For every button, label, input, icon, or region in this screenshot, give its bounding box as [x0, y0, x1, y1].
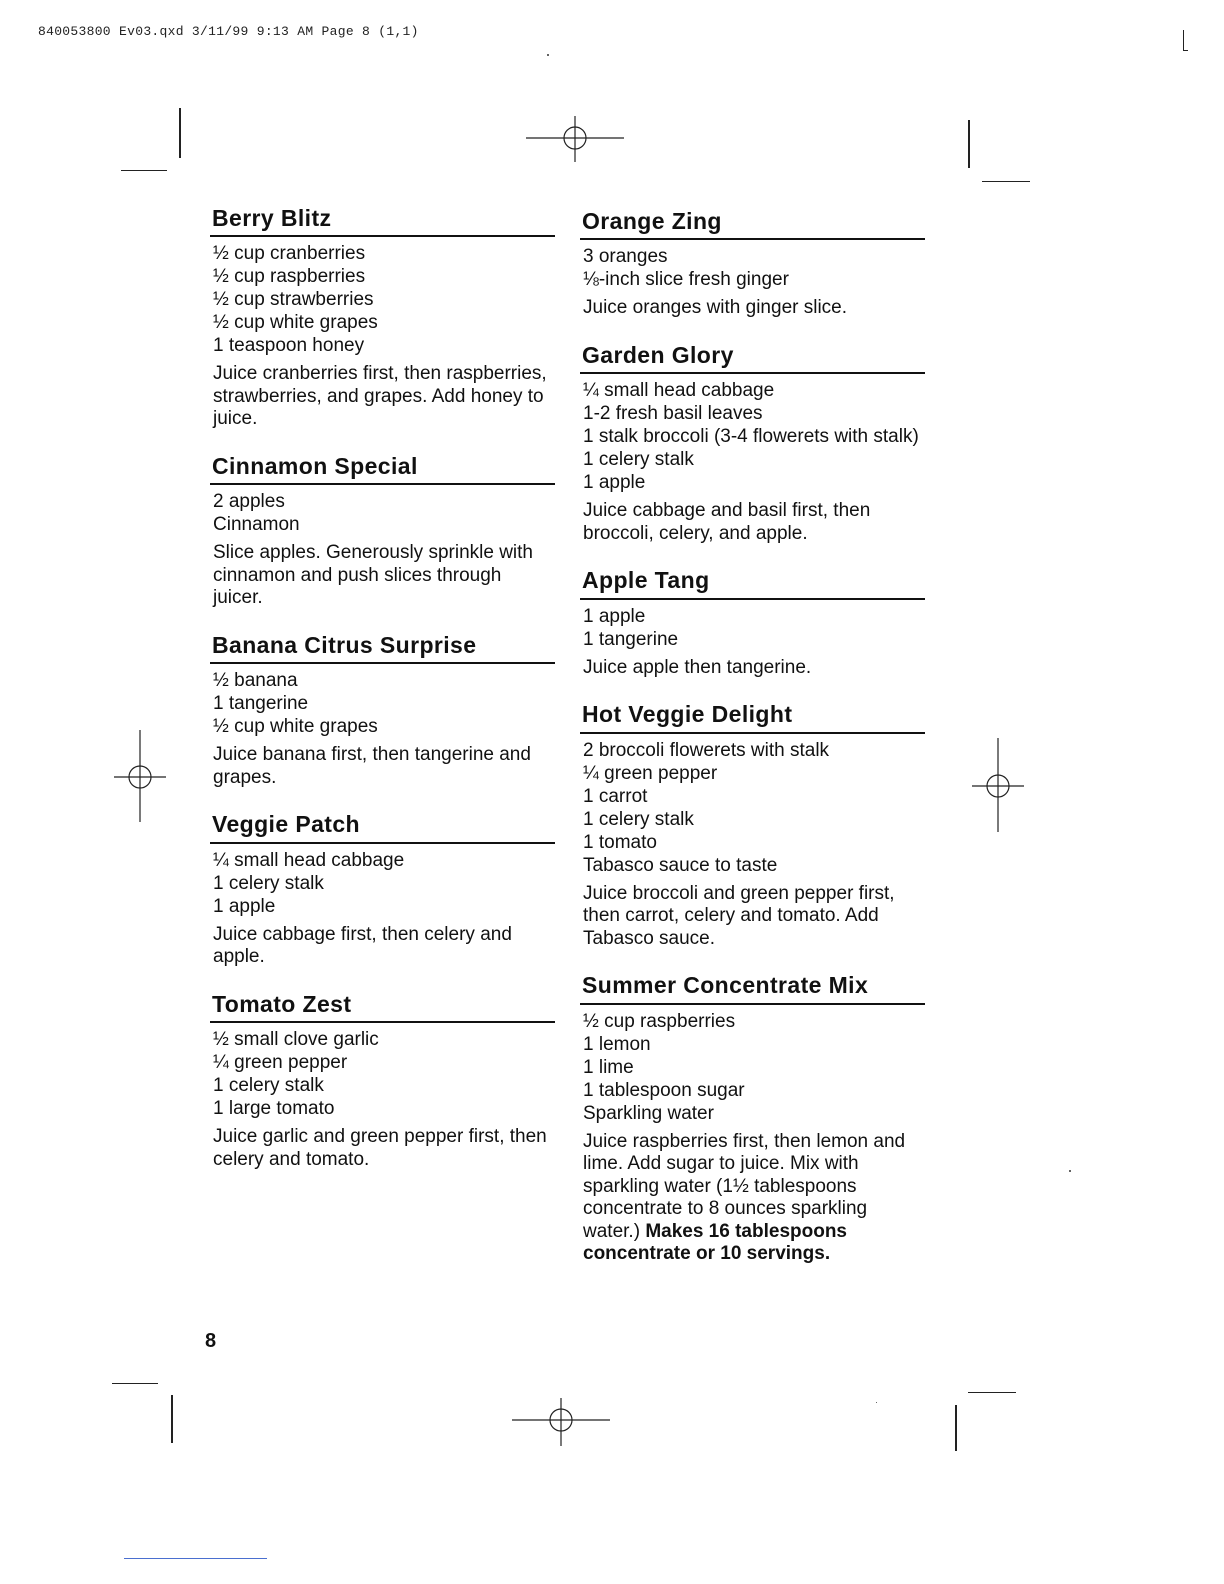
- recipe-directions: Slice apples. Generously sprinkle with cinnamon and push slices through juicer.: [213, 542, 533, 609]
- ingredient: 1 large tomato: [213, 1098, 335, 1120]
- ingredient: ⅛-inch slice fresh ginger: [583, 269, 789, 291]
- ingredient: 3 oranges: [583, 246, 668, 268]
- ingredient: 1 tablespoon sugar: [583, 1079, 745, 1101]
- ingredient: 1 tangerine: [213, 693, 309, 715]
- recipe-title: Hot Veggie Delight: [580, 701, 925, 733]
- recipe-directions: Juice cranberries first, then raspberries, strawberries, and grapes. Add honey to juice.: [213, 363, 547, 430]
- ingredient: ¼ green pepper: [213, 1052, 348, 1074]
- ingredient-list: [580, 739, 925, 877]
- page-number: 8: [205, 1330, 217, 1352]
- recipe-directions: Juice oranges with ginger slice.: [583, 297, 848, 319]
- ingredient-list: [210, 242, 555, 357]
- ingredient-list: [580, 379, 925, 494]
- ingredient: 1 celery stalk: [583, 808, 694, 830]
- recipe-title: Veggie Patch: [210, 811, 555, 843]
- directions-text: Juice raspberries first, then lemon and lime. Add sugar to juice. Mix with sparkling water (1½ tablespoons concentrate to 8 ounces sparkling water.): [583, 1130, 906, 1242]
- recipe-directions: [583, 1131, 925, 1266]
- registration-mark-bottom: [510, 1396, 612, 1448]
- ingredient: ½ small clove garlic: [213, 1029, 379, 1051]
- yield-note: Makes 16 tablespoons concentrate or 10 servings.: [583, 1220, 848, 1265]
- ingredient-list: [210, 669, 555, 738]
- recipe-directions: Juice cabbage and basil first, then broccoli, celery, and apple.: [583, 500, 871, 544]
- left-column: [210, 205, 555, 1193]
- ingredient: ½ cup cranberries: [213, 243, 366, 265]
- recipe-title: Berry Blitz: [210, 205, 555, 237]
- registration-mark-right: [970, 736, 1026, 834]
- ingredient: ½ cup raspberries: [583, 1010, 736, 1032]
- crop-mark-corner-right-h: [1183, 50, 1188, 51]
- crop-mark-bottom-left-v: [171, 1395, 173, 1443]
- ingredient: 1 apple: [213, 895, 276, 917]
- stray-dot: [876, 1402, 877, 1403]
- ingredient: Tabasco sauce to taste: [583, 854, 778, 876]
- ingredient: ¼ green pepper: [583, 762, 718, 784]
- ingredient: ½ cup white grapes: [213, 312, 378, 334]
- ingredient: ¼ small head cabbage: [213, 849, 405, 871]
- ingredient: 1 apple: [583, 472, 646, 494]
- crop-mark-corner-right-v: [1183, 30, 1184, 50]
- crop-mark-top-right-h: [982, 181, 1030, 182]
- ingredient: Sparkling water: [583, 1102, 714, 1124]
- crop-mark-bottom-right-h: [968, 1392, 1016, 1393]
- ingredient-list: [580, 245, 925, 291]
- recipe-directions: Juice broccoli and green pepper first, then carrot, celery and tomato. Add Tabasco sauce.: [583, 882, 895, 949]
- ingredient: 1 lime: [583, 1056, 634, 1078]
- ingredient: 1 tangerine: [583, 628, 679, 650]
- file-slug: 840053800 Ev03.qxd 3/11/99 9:13 AM Page 8 (1,1): [38, 24, 419, 39]
- recipe-berry-blitz: [210, 205, 555, 431]
- ingredient: 1 lemon: [583, 1033, 651, 1055]
- ingredient: 1 teaspoon honey: [213, 335, 365, 357]
- registration-mark-left: [112, 728, 168, 824]
- crop-mark-top-left-v: [179, 108, 181, 158]
- bottom-rule: [124, 1558, 267, 1559]
- recipe-veggie-patch: [210, 811, 555, 968]
- recipe-hot-veggie-delight: [580, 701, 925, 950]
- stray-dot: [547, 54, 549, 56]
- recipe-title: Banana Citrus Surprise: [210, 632, 555, 664]
- crop-mark-bottom-left-h: [112, 1383, 158, 1384]
- ingredient: 1 celery stalk: [583, 449, 694, 471]
- recipe-directions: Juice garlic and green pepper first, then celery and tomato.: [213, 1126, 547, 1170]
- ingredient: 2 broccoli flowerets with stalk: [583, 739, 830, 761]
- recipe-orange-zing: [580, 208, 925, 320]
- recipe-garden-glory: [580, 342, 925, 545]
- ingredient: ½ cup strawberries: [213, 289, 374, 311]
- recipe-title: Garden Glory: [580, 342, 925, 374]
- recipe-tomato-zest: [210, 991, 555, 1171]
- ingredient: 2 apples: [213, 491, 285, 513]
- registration-mark-top: [524, 112, 626, 164]
- ingredient: ½ banana: [213, 670, 298, 692]
- recipe-cinnamon-special: [210, 453, 555, 610]
- ingredient: 1 carrot: [583, 785, 648, 807]
- ingredient-list: [210, 490, 555, 536]
- recipe-title: Cinnamon Special: [210, 453, 555, 485]
- stray-dot: [1069, 1170, 1071, 1172]
- ingredient: ½ cup white grapes: [213, 716, 378, 738]
- recipe-banana-citrus-surprise: [210, 632, 555, 789]
- recipe-directions: Juice apple then tangerine.: [583, 656, 812, 678]
- crop-mark-top-left-h: [121, 170, 167, 171]
- crop-mark-bottom-right-v: [955, 1405, 957, 1451]
- recipe-apple-tang: [580, 567, 925, 679]
- recipe-directions: Juice banana first, then tangerine and grapes.: [213, 744, 531, 788]
- ingredient-list: [210, 1028, 555, 1120]
- recipe-title: Tomato Zest: [210, 991, 555, 1023]
- ingredient: 1-2 fresh basil leaves: [583, 403, 763, 425]
- right-column: [580, 208, 925, 1288]
- ingredient-list: [210, 849, 555, 918]
- recipe-directions: Juice cabbage first, then celery and apple.: [213, 923, 512, 968]
- crop-mark-top-right-v: [968, 120, 970, 168]
- recipe-summer-concentrate-mix: [580, 972, 925, 1265]
- recipe-title: Apple Tang: [580, 567, 925, 599]
- ingredient: Cinnamon: [213, 514, 300, 536]
- ingredient: 1 celery stalk: [213, 1075, 324, 1097]
- ingredient: ¼ small head cabbage: [583, 380, 775, 402]
- recipe-title: Orange Zing: [580, 208, 925, 240]
- ingredient-list: [580, 605, 925, 651]
- ingredient: 1 stalk broccoli (3-4 flowerets with stalk): [583, 426, 919, 448]
- recipe-title: Summer Concentrate Mix: [580, 972, 925, 1004]
- ingredient: ½ cup raspberries: [213, 266, 366, 288]
- ingredient: 1 celery stalk: [213, 872, 324, 894]
- ingredient-list: [580, 1010, 925, 1125]
- ingredient: 1 tomato: [583, 831, 657, 853]
- ingredient: 1 apple: [583, 605, 646, 627]
